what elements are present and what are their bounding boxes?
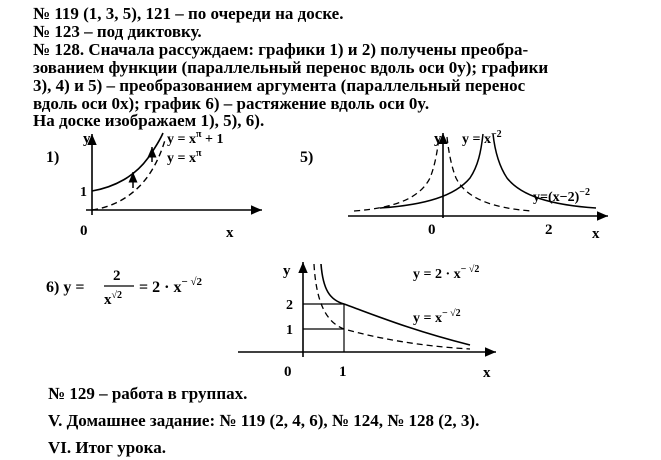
graph-6-origin: 0: [284, 364, 292, 380]
graph-5-label: 5): [300, 149, 314, 166]
graph-5-formula-2: $y=(x-2)^{-2}$: [533, 187, 590, 205]
graph-5: [300, 129, 608, 242]
graph-5-curve-base-left: [354, 137, 439, 211]
graph-1-formula-2: $y = x^\pi$: [167, 148, 202, 166]
graph-1-origin: 0: [80, 223, 88, 239]
graph-5-tick-2: 2: [545, 222, 553, 238]
text-line-5: 3), 4) и 5) – преобразованием аргумента (параллельный перенос: [33, 76, 526, 95]
graph-5-y-label: y: [434, 131, 442, 147]
graph-6-y-tick-1: 1: [286, 323, 293, 338]
text-line-1: № 119 (1, 3, 5), 121 – по очереди на доске.: [33, 4, 344, 23]
graph-5-x-label: x: [592, 226, 600, 242]
graph-6-y-label: y: [283, 263, 291, 279]
graph-5-origin: 0: [428, 222, 436, 238]
text-line-6: вдоль оси 0x); график 6) – растяжение вдоль оси 0y.: [33, 94, 430, 113]
text-line-4: зованием функции (параллельный перенос вдоль оси 0y); графики: [33, 58, 549, 77]
graph-6-denominator: $x^{√2}$: [104, 290, 122, 308]
graph-1-y-label: y: [83, 131, 91, 147]
graph-6-formula-1: $y = 2 \cdot x^{- √2}$: [413, 264, 480, 282]
graph-5-curve-base-right: [447, 137, 532, 211]
graph-1-tick-1: 1: [80, 185, 87, 200]
text-line-2: № 123 – под диктовку.: [33, 22, 202, 41]
graph-6-numerator: 2: [113, 268, 121, 284]
graph-6-formula-2: $y = x^{- √2}$: [413, 308, 461, 326]
graph-6-rhs: = $2 \cdot x^{- √2}$: [139, 276, 203, 296]
text-line-3: № 128. Сначала рассуждаем: графики 1) и 2) получены преобра-: [33, 40, 529, 59]
graph-6-label: 6) y =: [46, 279, 85, 296]
text-line-7: На доске изображаем 1), 5), 6).: [33, 111, 265, 130]
text-line-9: V. Домашнее задание: № 119 (2, 4, 6), № 124, № 128 (2, 3).: [48, 411, 480, 430]
graph-1-x-label: x: [226, 225, 234, 241]
text-line-10: VI. Итог урока.: [48, 438, 166, 457]
graph-6-x-tick-1: 1: [339, 364, 347, 380]
graph-5-formula-1: $y = x^{-2}$: [462, 129, 502, 147]
graph-6: [46, 262, 496, 381]
graph-1-formula-1: $y = x^\pi + 1$: [167, 129, 224, 147]
graph-1: [46, 129, 262, 241]
text-line-8: № 129 – работа в группах.: [48, 384, 248, 403]
graph-1-curve-base: [92, 140, 165, 210]
graph-6-x-label: x: [483, 365, 491, 381]
graph-1-label: 1): [46, 149, 60, 166]
graph-6-y-tick-2: 2: [286, 298, 293, 313]
